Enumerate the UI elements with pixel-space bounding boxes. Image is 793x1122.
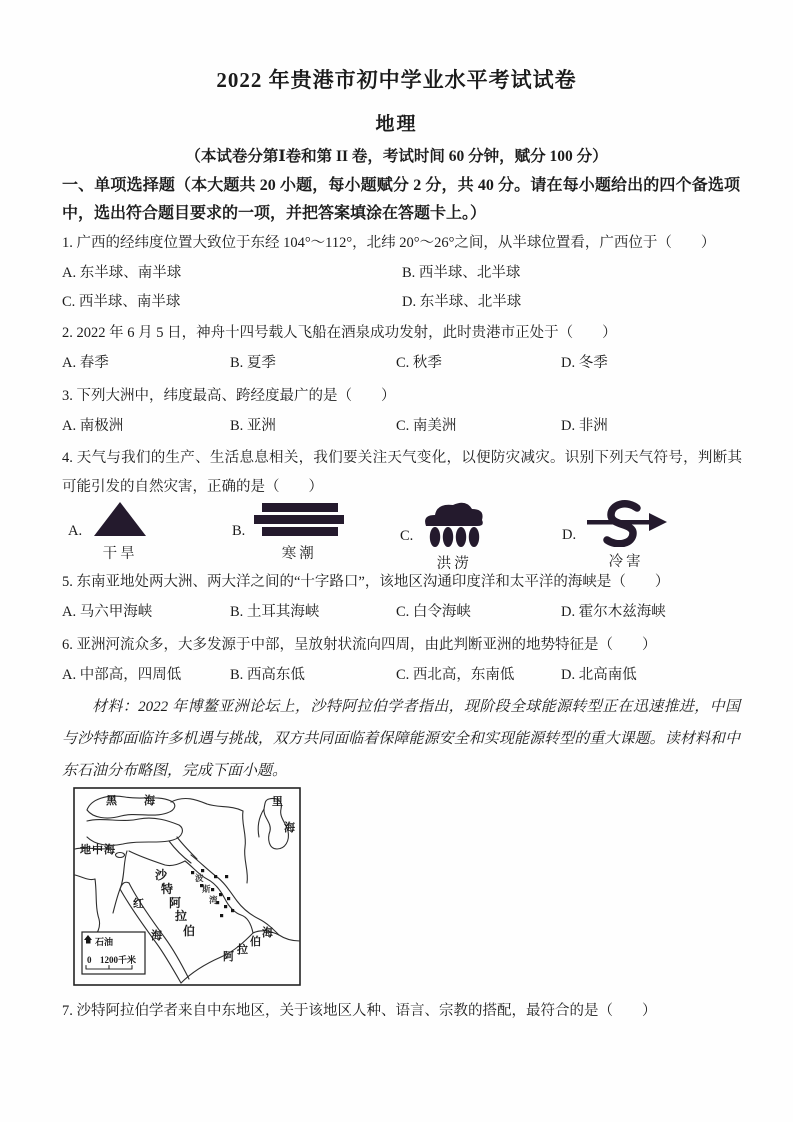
map-label-saudi-arabia: 拉	[175, 909, 188, 923]
option-3c: C. 南美洲	[396, 418, 457, 434]
weather-symbol-column	[91, 499, 149, 563]
option-2b: B. 夏季	[230, 355, 276, 371]
question-7-text: 7. 沙特阿拉伯学者来自中东地区，关于该地区人种、语言、宗教的搭配，最符合的是（ ）	[62, 1003, 657, 1019]
option-letter: C.	[400, 527, 414, 544]
map-label-persian-gulf: 斯	[202, 884, 211, 894]
cold-wave-bars-icon	[254, 499, 344, 539]
option-1c: C. 西半球、南半球	[62, 294, 181, 310]
map-label-persian-gulf: 湾	[209, 895, 218, 905]
map-label-mediterranean: 地中海	[80, 844, 116, 856]
option-1b: B. 西半球、北半球	[402, 265, 521, 281]
map-label-arabian-sea: 拉	[237, 944, 248, 956]
question-1-options-row-2	[62, 290, 742, 311]
question-2-text: 2. 2022 年 6 月 5 日，神舟十四号载人飞船在酒泉成功发射，此时贵港市正处于（ ）	[62, 325, 617, 341]
option-6b: B. 西高东低	[230, 667, 305, 683]
map-label-black-sea: 黑	[106, 795, 117, 807]
question-4-text: 4. 天气与我们的生产、生活息息相关，我们要关注天气变化，以便防灾减灾。识别下列天气符号，判断其可能引发的自然灾害，正确的是（ ）	[62, 450, 742, 495]
map-label-caspian-sea: 里	[272, 796, 283, 808]
map-label-persian-gulf: 波	[195, 873, 204, 883]
map-label-red-sea: 红	[133, 898, 144, 910]
question-1-options-row-1	[62, 261, 742, 282]
weather-symbol-caption: 寒潮	[281, 546, 317, 562]
option-2d: D. 冬季	[561, 355, 608, 371]
question-3-text: 3. 下列大洲中，纬度最高、跨经度最广的是（ ）	[62, 388, 396, 404]
option-6d: D. 北高南低	[561, 667, 637, 683]
map-label-red-sea: 海	[151, 930, 162, 942]
option-3a: A. 南极洲	[62, 418, 124, 434]
weather-symbol-caption: 干旱	[102, 546, 138, 562]
drought-triangle-icon	[91, 499, 149, 539]
option-5b: B. 土耳其海峡	[230, 604, 320, 620]
middle-east-map-svg	[73, 787, 301, 987]
option-5d: D. 霍尔木兹海峡	[561, 604, 666, 620]
option-3b: B. 亚洲	[230, 418, 276, 434]
map-label-caspian-sea: 海	[284, 822, 295, 834]
weather-symbol-a	[68, 499, 149, 563]
heavy-rain-icon	[422, 499, 486, 549]
scale-zero: 0	[87, 955, 92, 965]
question-5-text: 5. 东南亚地处两大洲、两大洋之间的“十字路口”，该地区沟通印度洋和太平洋的海峡是（ ）	[62, 574, 670, 590]
option-1a: A. 东半球、南半球	[62, 265, 182, 281]
map-label-arabian-sea: 阿	[223, 951, 234, 963]
question-2-options	[62, 351, 742, 372]
weather-symbol-caption: 洪涝	[436, 556, 472, 572]
option-1d: D. 东半球、北半球	[402, 294, 522, 310]
legend-oil-label: 石油	[95, 937, 114, 947]
option-letter: B.	[232, 522, 246, 539]
option-letter: D.	[562, 526, 577, 543]
option-6c: C. 西北高，东南低	[396, 667, 515, 683]
map-legend	[82, 932, 145, 974]
middle-east-map	[73, 787, 301, 987]
section-header: 一、单项选择题（本大题共 20 小题，每小题赋分 2 分，共 40 分。请在每小题给出的四个备选项中，选出符合题目要求的一项，并把答案填涂在答题卡上。）	[62, 177, 740, 222]
map-label-saudi-arabia: 沙	[155, 868, 168, 882]
option-2c: C. 秋季	[396, 355, 442, 371]
option-5c: C. 白令海峡	[396, 604, 471, 620]
map-label-saudi-arabia: 特	[161, 882, 174, 896]
question-6-text: 6. 亚洲河流众多，大多发源于中部，呈放射状流向四周，由此判断亚洲的地势特征是（ ）	[62, 637, 657, 653]
weather-symbol-column	[585, 499, 667, 571]
option-5a: A. 马六甲海峡	[62, 604, 153, 620]
question-3-options	[62, 414, 742, 435]
weather-symbols-row	[62, 499, 742, 572]
option-3d: D. 非洲	[561, 418, 608, 434]
weather-symbol-column	[254, 499, 344, 563]
map-label-arabian-sea: 伯	[250, 936, 261, 948]
weather-symbol-b	[232, 499, 344, 563]
map-label-black-sea: 海	[144, 795, 155, 807]
map-label-saudi-arabia: 伯	[183, 924, 196, 938]
weather-symbol-d	[562, 499, 667, 571]
question-5-options	[62, 600, 742, 621]
option-2a: A. 春季	[62, 355, 109, 371]
typhoon-icon	[585, 499, 667, 547]
page-title: 2022 年贵港市初中学业水平考试试卷	[216, 68, 577, 92]
option-letter: A.	[68, 522, 83, 539]
option-6a: A. 中部高，四周低	[62, 667, 182, 683]
weather-symbol-column	[422, 499, 486, 573]
map-label-arabian-sea: 海	[262, 927, 273, 939]
weather-symbol-c	[400, 499, 486, 573]
scale-label: 1200千米	[100, 955, 137, 965]
subject-title: 地理	[375, 114, 418, 135]
exam-info: （本试卷分第Ⅰ卷和第 II 卷，考试时间 60 分钟，赋分 100 分）	[185, 148, 608, 165]
question-1-text: 1. 广西的经纬度位置大致位于东经 104°～112°，北纬 20°～26°之间，从半球位置看，广西位于（ ）	[62, 235, 716, 251]
question-6-options	[62, 663, 742, 684]
weather-symbol-caption: 冷害	[608, 554, 644, 570]
material-paragraph: 材料：2022 年博鳌亚洲论坛上，沙特阿拉伯学者指出，现阶段全球能源转型正在迅速推进，中国与沙特都面临许多机遇与挑战，双方共同面临着保障能源安全和实现能源转型的重大课题。读材料和中东石油分布略图，完成下面小题。	[62, 699, 740, 779]
map-label-saudi-arabia: 阿	[169, 896, 182, 910]
